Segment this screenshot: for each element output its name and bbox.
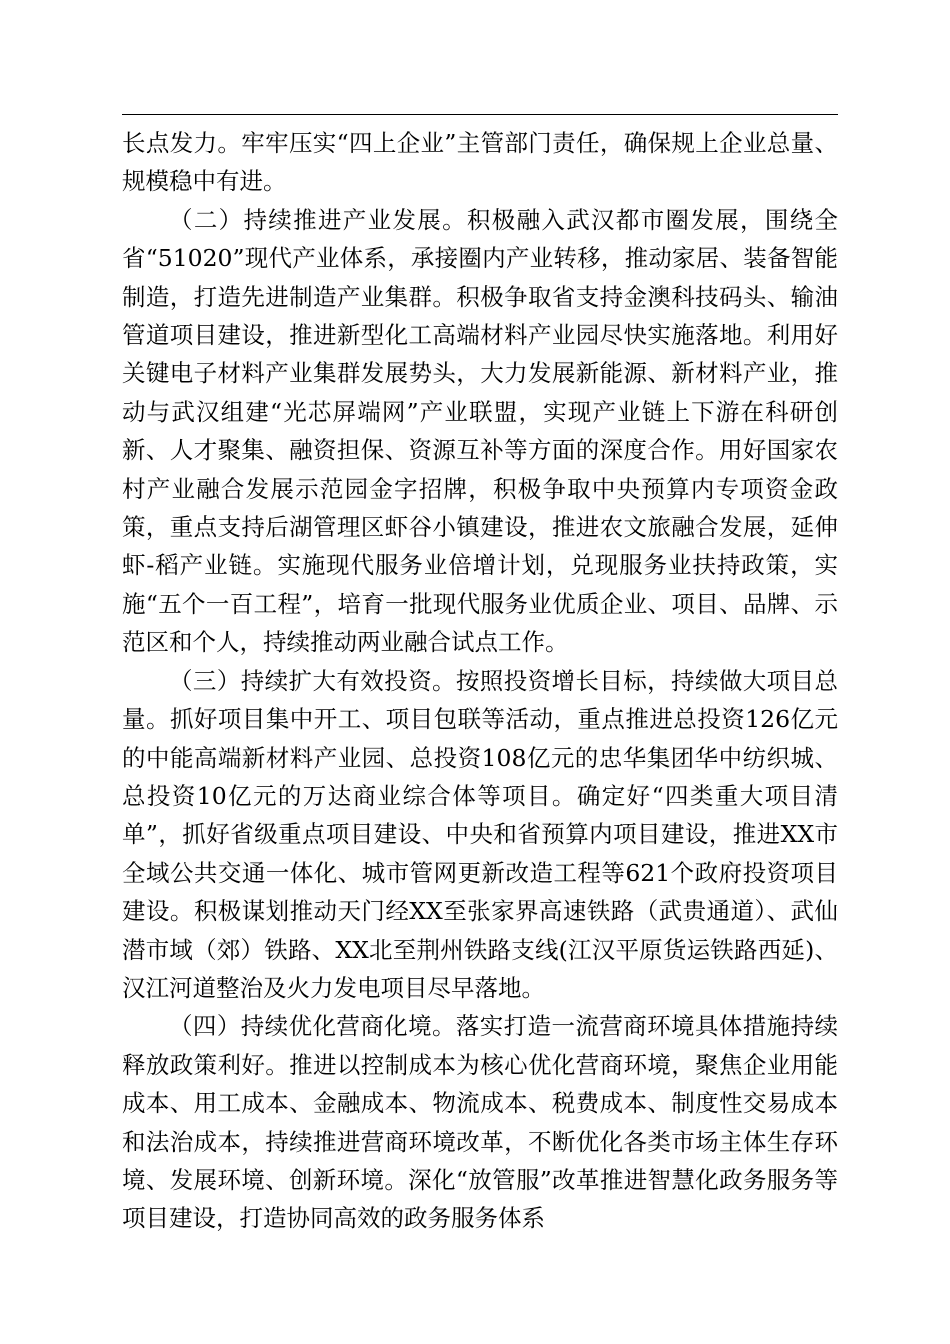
paragraph-business-environment: （四）持续优化营商化境。落实打造一流营商环境具体措施持续释放政策利好。推进以控制成本为核心优化营商环境，聚焦企业用能成本、用工成本、金融成本、物流成本、税费成本、制度性交易成本和法治成本，持续推进营商环境改革，不断优化各类市场主体生存环境、发展环境、创新环境。深化“放管服”改革推进智慧化政务服务等项目建设，打造协同高效的政务服务体系 [122,1012,838,1233]
paragraph-industry-development: （二）持续推进产业发展。积极融入武汉都市圈发展，围绕全省“51020”现代产业体系，承接圈内产业转移，推动家居、装备智能制造，打造先进制造产业集群。积极争取省支持金澳科技码头、输油管道项目建设，推进新型化工高端材料产业园尽快实施落地。利用好关键电子材料产业集群发展势头，大力发展新能源、新材料产业，推动与武汉组建“光芯屏端网”产业联盟，实现产业链上下游在科研创新、人才聚集、融资担保、资源互补等方面的深度合作。用好国家农村产业融合发展示范园金字招牌，积极争取中央预算内专项资金政策，重点支持后湖管理区虾谷小镇建设，推进农文旅融合发展，延伸虾-稻产业链。实施现代服务业倍增计划，兑现服务业扶持政策，实施“五个一百工程”，培育一批现代服务业优质企业、项目、品牌、示范区和个人，持续推动两业融合试点工作。 [122,205,838,657]
paragraph-effective-investment: （三）持续扩大有效投资。按照投资增长目标，持续做大项目总量。抓好项目集中开工、项目包联等活动，重点推进总投资126亿元的中能高端新材料产业园、总投资108亿元的忠华集团华中纺织城、总投资10亿元的万达商业综合体等项目。确定好“四类重大项目清单”，抓好省级重点项目建设、中央和省预算内项目建设，推进XX市全域公共交通一体化、城市管网更新改造工程等621个政府投资项目建设。积极谋划推动天门经XX至张家界高速铁路（武贵通道）、武仙潜市域（郊）铁路、XX北至荆州铁路支线(江汉平原货运铁路西延)、汉江河道整治及火力发电项目尽早落地。 [122,666,838,1002]
paragraph-continuation: 长点发力。牢牢压实“四上企业”主管部门责任，确保规上企业总量、规模稳中有进。 [122,129,838,196]
document-body [122,124,838,1238]
header-rule [122,114,838,115]
